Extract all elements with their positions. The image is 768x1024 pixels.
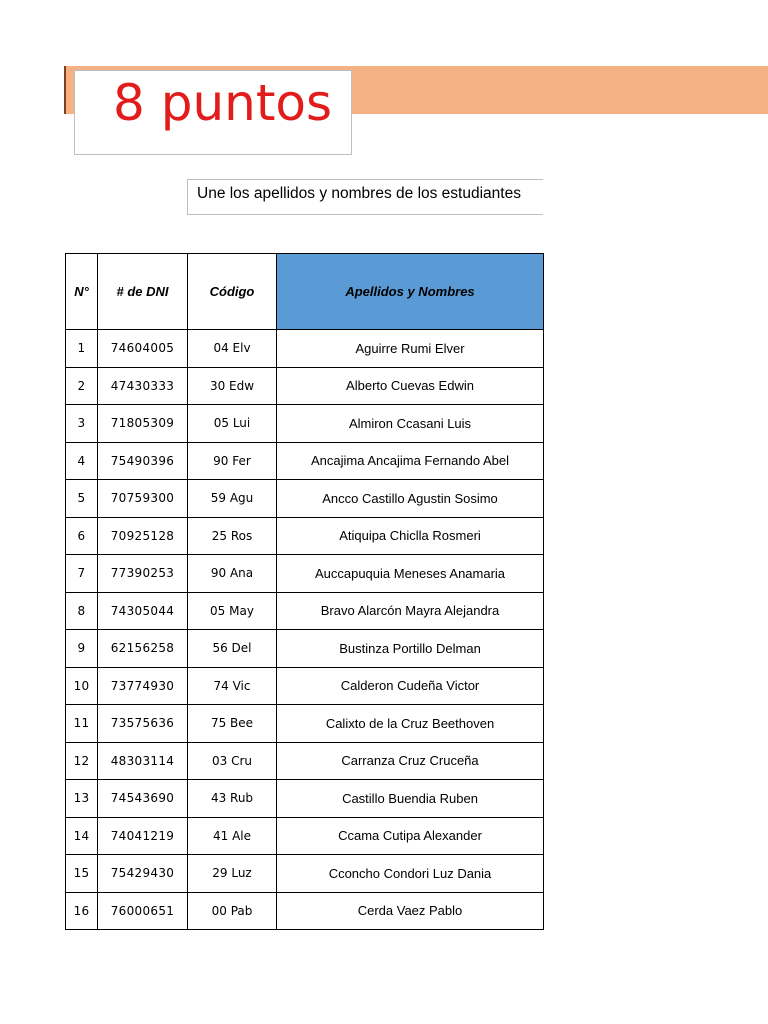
header-names: Apellidos y Nombres bbox=[277, 254, 544, 330]
cell-number: 10 bbox=[66, 667, 98, 705]
cell-dni: 74305044 bbox=[98, 592, 188, 630]
cell-code: 43 Rub bbox=[188, 780, 277, 818]
table-row bbox=[66, 442, 544, 480]
cell-dni: 74041219 bbox=[98, 817, 188, 855]
table-row bbox=[66, 480, 544, 518]
cell-code: 90 Ana bbox=[188, 555, 277, 593]
points-label: 8 puntos bbox=[113, 74, 333, 132]
cell-name: Ancco Castillo Agustin Sosimo bbox=[277, 480, 544, 518]
cell-dni: 62156258 bbox=[98, 630, 188, 668]
cell-code: 59 Agu bbox=[188, 480, 277, 518]
cell-name: Almiron Ccasani Luis bbox=[277, 405, 544, 443]
cell-dni: 47430333 bbox=[98, 367, 188, 405]
cell-name: Bustinza Portillo Delman bbox=[277, 630, 544, 668]
header-code: Código bbox=[188, 254, 277, 330]
header-band-edge bbox=[64, 66, 66, 114]
table-row bbox=[66, 405, 544, 443]
cell-name: Ccama Cutipa Alexander bbox=[277, 817, 544, 855]
cell-code: 00 Pab bbox=[188, 892, 277, 930]
cell-name: Cerda Vaez Pablo bbox=[277, 892, 544, 930]
cell-number: 1 bbox=[66, 330, 98, 368]
cell-code: 74 Vic bbox=[188, 667, 277, 705]
points-textbox bbox=[74, 70, 352, 155]
cell-name: Castillo Buendia Ruben bbox=[277, 780, 544, 818]
cell-dni: 76000651 bbox=[98, 892, 188, 930]
cell-code: 29 Luz bbox=[188, 855, 277, 893]
cell-number: 9 bbox=[66, 630, 98, 668]
table-row bbox=[66, 855, 544, 893]
cell-code: 90 Fer bbox=[188, 442, 277, 480]
table-row bbox=[66, 742, 544, 780]
cell-number: 2 bbox=[66, 367, 98, 405]
cell-code: 05 Lui bbox=[188, 405, 277, 443]
cell-dni: 71805309 bbox=[98, 405, 188, 443]
cell-number: 12 bbox=[66, 742, 98, 780]
cell-code: 41 Ale bbox=[188, 817, 277, 855]
cell-number: 16 bbox=[66, 892, 98, 930]
cell-name: Alberto Cuevas Edwin bbox=[277, 367, 544, 405]
cell-number: 4 bbox=[66, 442, 98, 480]
cell-dni: 74604005 bbox=[98, 330, 188, 368]
cell-code: 56 Del bbox=[188, 630, 277, 668]
cell-code: 25 Ros bbox=[188, 517, 277, 555]
table-row bbox=[66, 892, 544, 930]
cell-number: 7 bbox=[66, 555, 98, 593]
table-row bbox=[66, 330, 544, 368]
cell-number: 14 bbox=[66, 817, 98, 855]
header-dni: # de DNI bbox=[98, 254, 188, 330]
cell-dni: 70925128 bbox=[98, 517, 188, 555]
table-row bbox=[66, 817, 544, 855]
table-row bbox=[66, 367, 544, 405]
table-row bbox=[66, 630, 544, 668]
cell-code: 75 Bee bbox=[188, 705, 277, 743]
cell-name: Auccapuquia Meneses Anamaria bbox=[277, 555, 544, 593]
cell-number: 15 bbox=[66, 855, 98, 893]
cell-number: 6 bbox=[66, 517, 98, 555]
cell-dni: 75490396 bbox=[98, 442, 188, 480]
cell-code: 30 Edw bbox=[188, 367, 277, 405]
table-body bbox=[66, 330, 544, 930]
table-row bbox=[66, 555, 544, 593]
cell-dni: 70759300 bbox=[98, 480, 188, 518]
cell-name: Carranza Cruz Cruceña bbox=[277, 742, 544, 780]
cell-code: 05 May bbox=[188, 592, 277, 630]
students-table bbox=[65, 253, 544, 930]
header-number: N° bbox=[66, 254, 98, 330]
table-row bbox=[66, 517, 544, 555]
cell-number: 3 bbox=[66, 405, 98, 443]
cell-name: Atiquipa Chiclla Rosmeri bbox=[277, 517, 544, 555]
cell-code: 04 Elv bbox=[188, 330, 277, 368]
cell-number: 5 bbox=[66, 480, 98, 518]
cell-dni: 75429430 bbox=[98, 855, 188, 893]
table-row bbox=[66, 592, 544, 630]
cell-name: Bravo Alarcón Mayra Alejandra bbox=[277, 592, 544, 630]
table-header-row bbox=[66, 254, 544, 330]
cell-dni: 48303114 bbox=[98, 742, 188, 780]
cell-name: Calderon Cudeña Victor bbox=[277, 667, 544, 705]
cell-number: 8 bbox=[66, 592, 98, 630]
cell-number: 11 bbox=[66, 705, 98, 743]
cell-dni: 74543690 bbox=[98, 780, 188, 818]
cell-name: Cconcho Condori Luz Dania bbox=[277, 855, 544, 893]
cell-number: 13 bbox=[66, 780, 98, 818]
instruction-box bbox=[187, 179, 543, 215]
instruction-text: Une los apellidos y nombres de los estudiantes bbox=[197, 185, 521, 202]
cell-code: 03 Cru bbox=[188, 742, 277, 780]
table-row bbox=[66, 667, 544, 705]
cell-name: Calixto de la Cruz Beethoven bbox=[277, 705, 544, 743]
cell-name: Ancajima Ancajima Fernando Abel bbox=[277, 442, 544, 480]
table-row bbox=[66, 705, 544, 743]
cell-dni: 73774930 bbox=[98, 667, 188, 705]
cell-dni: 77390253 bbox=[98, 555, 188, 593]
cell-name: Aguirre Rumi Elver bbox=[277, 330, 544, 368]
cell-dni: 73575636 bbox=[98, 705, 188, 743]
table-row bbox=[66, 780, 544, 818]
